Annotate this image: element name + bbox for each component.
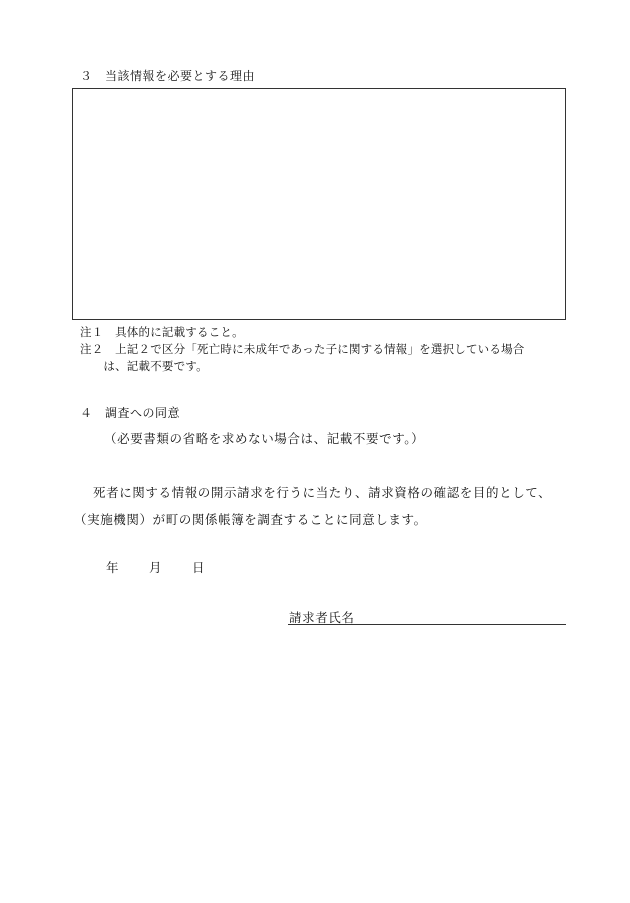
note-2-continued: は、記載不要です。 [80,359,208,373]
section4-title: ４ 調査への同意 [80,406,181,420]
date-month-label: 月 [149,560,163,575]
consent-text-line1: 死者に関する情報の開示請求を行うに当たり、請求資格の確認を目的として、 [93,485,552,500]
consent-text-line2: （実施機関）が町の関係帳簿を調査することに同意します。 [74,512,427,527]
section4-subnote: （必要書類の省略を求めない場合は、記載不要です。） [104,431,425,446]
note-2: 注２ 上記２で区分「死亡時に未成年であった子に関する情報」を選択している場合 [80,342,525,356]
reason-textarea-box[interactable] [72,88,566,320]
signature-label: 請求者氏名 [289,610,355,625]
date-day-label: 日 [192,560,206,575]
signature-line[interactable] [288,624,566,625]
date-year-label: 年 [106,560,120,575]
section3-title: ３ 当該情報を必要とする理由 [80,69,256,83]
note-1: 注１ 具体的に記載すること。 [80,325,244,339]
